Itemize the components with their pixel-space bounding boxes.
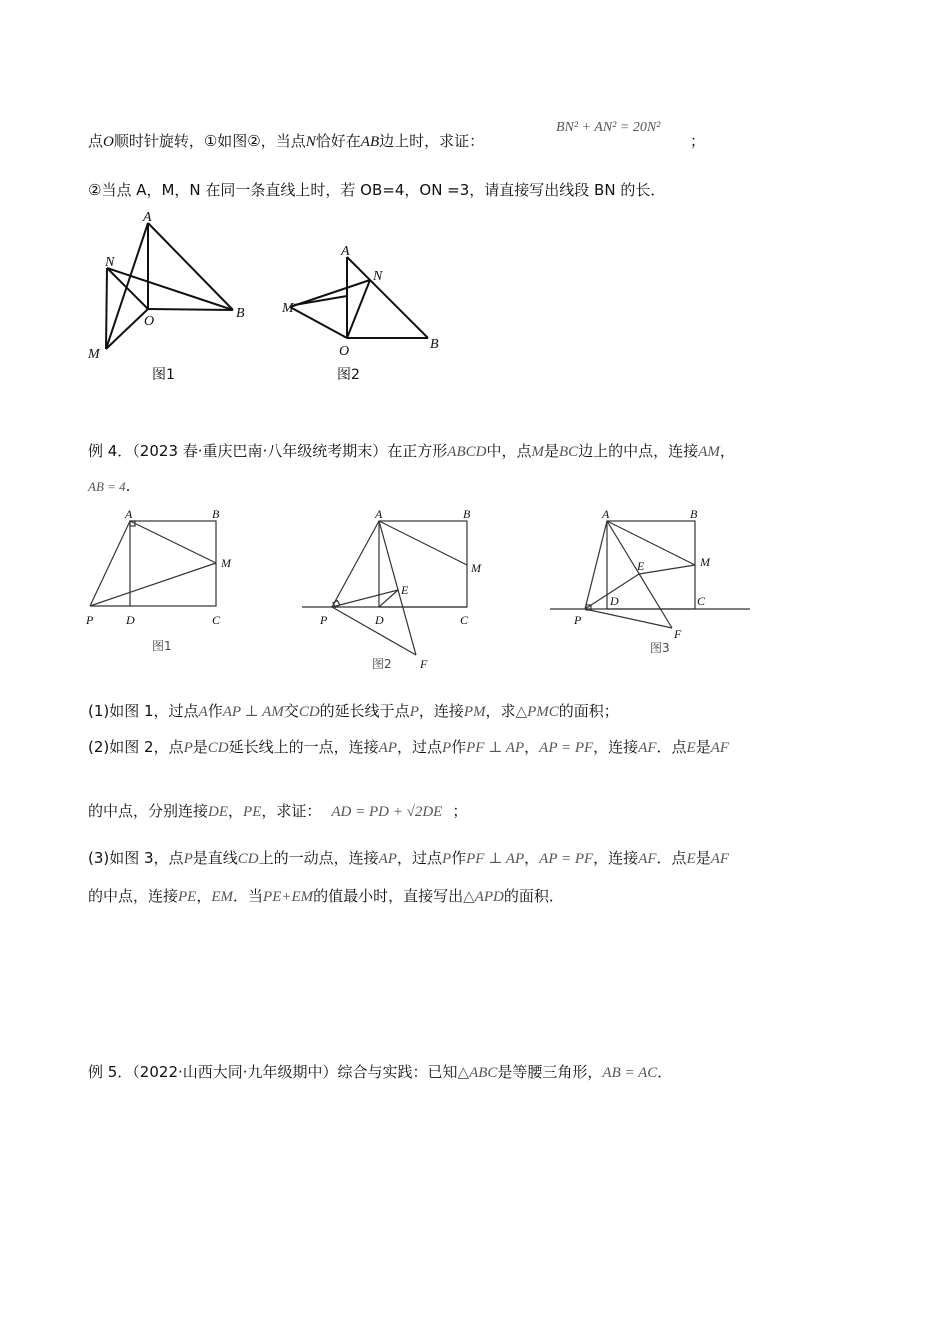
question-3-line-2 [88,886,564,907]
math-P: P [183,851,193,867]
label-P: P [86,613,94,627]
segment-AP-1 [90,521,130,606]
text: 边上时，求证： [379,132,485,150]
label-D3: D [610,594,619,608]
text: ，连接 [593,849,639,867]
figure-rotation [80,205,460,395]
ex5-heading [88,1062,672,1083]
math-AF: AF [638,851,657,867]
label-A2: A [375,507,383,521]
text: ． [657,1063,673,1081]
text: 是 [695,849,711,867]
label-F2: F [420,657,428,671]
math-triangle-APD: △APD [463,889,504,905]
segment-O2N2 [347,280,370,338]
text: 例 5．（2022·山西大同·九年级期中）综合与实践：已知 [88,1063,458,1081]
math-PF-perp-AP: PF ⊥ AP [466,851,525,867]
text: . [125,477,131,495]
label-N: N [105,255,115,270]
math-AF: AF [638,740,657,756]
text: ．当 [233,887,264,905]
label-A: A [143,210,152,225]
math-M: M [531,444,544,460]
math-E: E [686,851,696,867]
math-E: E [686,740,696,756]
math-PF-perp-AP: PF ⊥ AP [466,740,525,756]
text: 是等腰三角形， [497,1063,603,1081]
text: ， [719,442,735,460]
math-PE: PE [243,804,262,820]
math-P: P [409,704,419,720]
text: 是 [695,738,711,756]
text: 的中点，连接 [88,887,179,905]
math-AF: AF [710,851,730,867]
text: (2)如图 2，点 [88,738,184,756]
square-ABCD-2 [379,521,467,607]
math-P: P [441,851,452,867]
text: ， [524,738,540,756]
square-ABCD-1 [130,521,216,606]
label-A3: A [602,507,610,521]
text: 边上的中点，连接 [578,442,699,460]
math-AP: AP [378,740,397,756]
math-AP-eq-PF: AP = PF [539,851,594,867]
text: ， [196,887,212,905]
question-2-line-2 [88,801,467,822]
label-E2: E [401,583,409,597]
text: 中，点 [486,442,532,460]
label-D2: D [375,613,384,627]
label-B2: B [430,337,439,352]
label-C: C [212,613,221,627]
text: 上的一动点，连接 [258,849,379,867]
text: 作 [451,738,467,756]
text: (1)如图 1，过点 [88,702,199,720]
math-P: P [183,740,193,756]
text: 延长线上的一点，连接 [228,738,379,756]
segment-AM-2 [379,521,467,565]
math-CD: CD [207,740,229,756]
math-AP-perp-AM: AP ⊥ AM [222,704,284,720]
formula-bn2-an2: BN² + AN² = 20N² [556,120,661,135]
question-1 [88,701,619,722]
segment-PF-2 [332,607,416,655]
text: ， [228,802,244,820]
segment-PF-3 [585,609,672,628]
math-AP-eq-PF: AP = PF [539,740,594,756]
math-P: P [441,740,452,756]
segment-AF-2 [379,521,416,655]
math-PE-plus-EM: PE+EM [263,889,314,905]
math-triangle-ABC: △ABC [457,1065,498,1081]
label-B: B [236,306,245,321]
text: 恰好在 [315,132,361,150]
math-triangle-PMC: △PMC [515,704,559,720]
segment-AB [148,223,233,310]
text: 的延长线于点 [319,702,410,720]
text-end: ； [690,132,706,150]
segment-M2O2 [290,307,347,338]
label-M2: M [282,301,294,316]
label-C2: C [460,613,469,627]
text: ，过点 [396,738,442,756]
label-M3: M [700,555,710,569]
square-ABCD-3 [607,521,695,609]
text: 例 4．（2023 春·重庆巴南·八年级统考期末）在正方形 [88,442,448,460]
text: ，连接 [593,738,639,756]
segment-NM [106,268,107,349]
caption-fig1: 图1 [152,367,175,383]
ex3-paragraph-2: ②当点 A，M，N 在同一条直线上时，若 OB=4，ON =3，请直接写出线段 BN 的长． [88,181,666,199]
math-CD: CD [298,704,320,720]
ex4-given [88,476,130,497]
ex3-paragraph-1 [88,131,494,152]
ex4-heading [88,441,735,462]
text: 是 [192,738,208,756]
label-M2: M [471,561,481,575]
label-A: A [125,507,133,521]
math-A: A [198,704,208,720]
math-O: O [103,134,114,150]
text: ，过点 [396,849,442,867]
text: (3)如图 3，点 [88,849,184,867]
label-N2: N [373,269,383,284]
label-M: M [221,556,231,570]
text: 是直线 [192,849,238,867]
segment-AP-3 [585,521,607,609]
label-O: O [144,314,155,329]
caption-fig1: 图1 [152,639,172,653]
label-A2: A [341,244,350,259]
label-O2: O [339,344,350,359]
math-AF: AF [710,740,730,756]
math-AB: AB [360,134,380,150]
label-B: B [212,507,220,521]
text: 作 [451,849,467,867]
text: 的值最小时，直接写出 [313,887,464,905]
text: 是 [543,442,559,460]
label-P2: P [320,613,328,627]
text: 的面积． [503,887,564,905]
label-B2: B [463,507,471,521]
math-AP: AP [378,851,397,867]
text: ．点 [656,738,687,756]
label-F3: F [674,627,682,641]
math-ABCD: ABCD [447,444,487,460]
segment-A2B2 [347,257,428,338]
math-AB-eq-4: AB = 4 [88,479,126,494]
text: 作 [207,702,223,720]
segment-AP-2 [332,521,379,607]
segment-EM-3 [639,565,695,574]
question-3-line-1 [88,848,729,869]
question-2-line-1 [88,737,729,758]
math-BC: BC [559,444,579,460]
label-D: D [126,613,135,627]
math-PM: PM [463,704,486,720]
math-PE: PE [178,889,197,905]
label-M: M [88,347,100,362]
caption-fig2: 图2 [372,657,392,671]
label-B3: B [690,507,698,521]
caption-fig3: 图3 [650,641,670,655]
math-DE: DE [208,804,229,820]
label-E3: E [637,559,645,573]
text: ，求证： [261,802,322,820]
label-P3: P [574,613,582,627]
text: 交 [283,702,299,720]
math-EM: EM [211,889,234,905]
segment-PM-1 [90,563,216,606]
math-AM: AM [698,444,720,460]
text: ．点 [656,849,687,867]
segment-OB [148,309,233,310]
text: ； [452,802,468,820]
text: ，求 [485,702,516,720]
math-AB-eq-AC: AB = AC [602,1065,658,1081]
math-N: N [305,134,316,150]
math-CD: CD [237,851,259,867]
caption-fig2: 图2 [337,367,360,383]
text: 点 [88,132,104,150]
text: 的面积； [558,702,619,720]
text: ， [524,849,540,867]
figure-square [80,500,760,680]
text: 的中点，分别连接 [88,802,209,820]
label-C3: C [697,594,706,608]
text: ，连接 [418,702,464,720]
segment-AM-1 [130,521,216,563]
math-AD-eq-PD-plus-root2-DE: AD = PD + √2DE [331,804,443,820]
text: 顺时针旋转，①如图②，当点 [113,132,306,150]
